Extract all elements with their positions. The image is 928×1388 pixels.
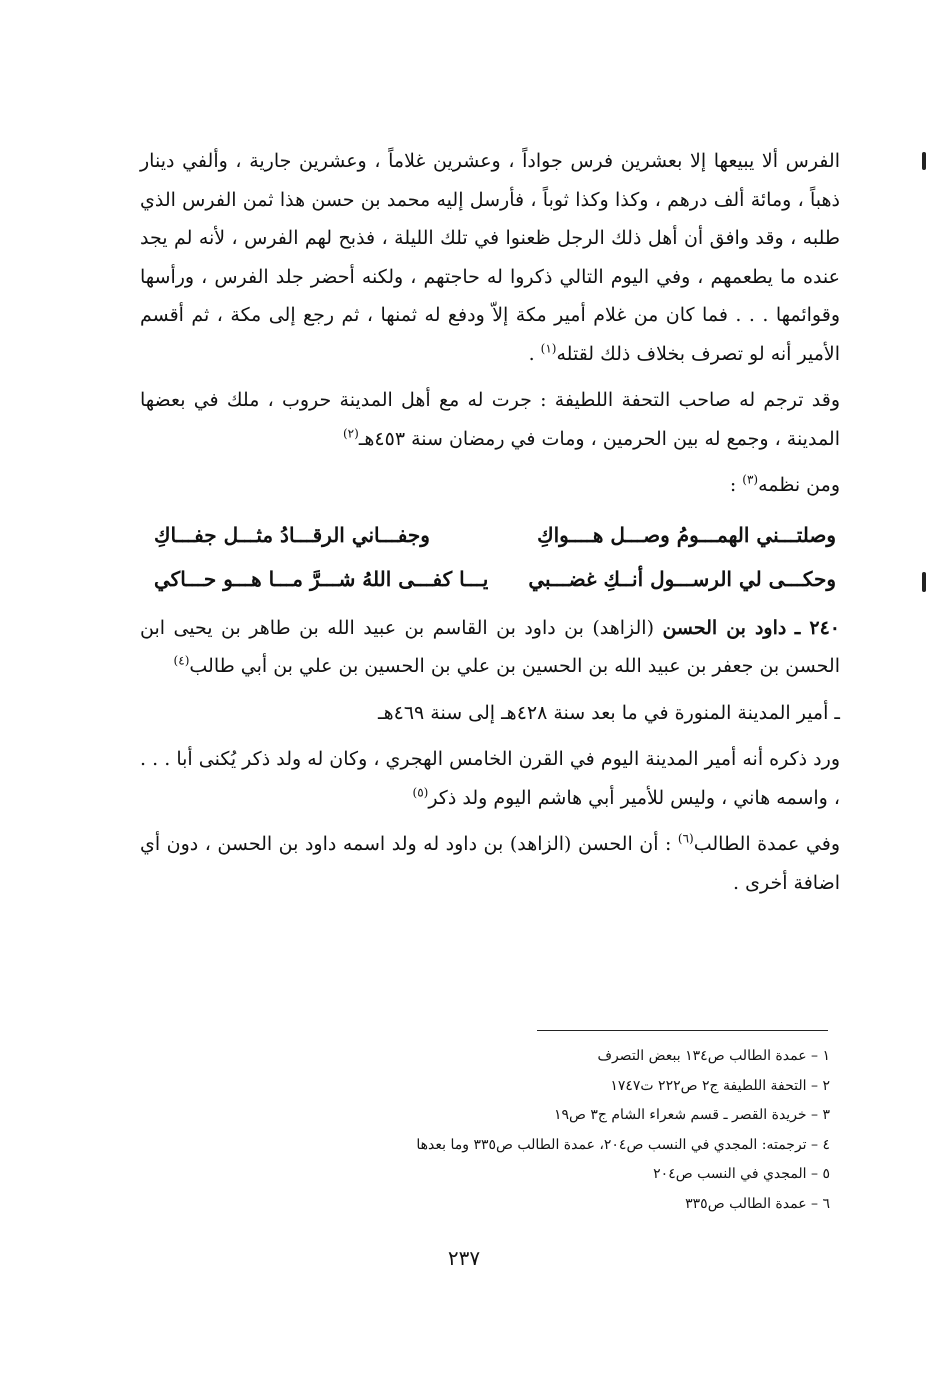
paragraph-horse-story xyxy=(140,142,840,373)
footnote-ref-4: (٤) xyxy=(173,653,190,668)
poem-intro-colon: : xyxy=(729,474,743,496)
footnote-divider xyxy=(537,1030,828,1031)
entry-genealogy: (الزاهد) بن داود بن القاسم بن عبيد الله بن طاهر بن يحيى ابن الحسن بن جعفر بن عبيد الله بن الحسين بن علي بن الحسين بن علي بن أبي طالب xyxy=(140,616,840,677)
footnote-2: ٢ – التحفة اللطيفة ج٢ ص٢٢٢ ت١٧٤٧ xyxy=(610,1077,830,1094)
emir-dates-text: ـ أمير المدينة المنورة في ما بعد سنة ٤٢٨هـ إلى سنة ٤٦٩هـ xyxy=(378,701,840,724)
poem-verse-2-second-hemistich: يـــا كفـــى اللهُ شـــرَّ مـــا هـــو حـــاكي xyxy=(154,566,489,591)
paragraph-tuhfa xyxy=(140,381,840,458)
poem-verse-1-second-hemistich: وجفـــاني الرقـــادُ مثـــل جفـــاكِ xyxy=(154,522,430,547)
footnotes xyxy=(340,1042,830,1219)
footnote-ref-1: (١) xyxy=(540,341,557,356)
footnote-3: ٣ – خريدة القصر ـ قسم شعراء الشام ج٣ ص١٩ xyxy=(553,1107,830,1123)
poem-verse-2-first-hemistich: وحكـــى لي الرســـول أنــكِ غضـــبي xyxy=(528,566,836,591)
poem xyxy=(140,513,840,601)
footnote-ref-6: (٦) xyxy=(677,831,694,846)
page-edge-mark-top xyxy=(922,152,926,170)
entry-number: ٢٤٠ ـ xyxy=(794,616,841,639)
main-text xyxy=(140,142,840,902)
son-text: ورد ذكره أنه أمير المدينة اليوم في القرن الخامس الهجري ، وكان له ولد ذكر يُكنى أبا . . . ، واسمه هاني ، وليس للأمير أبي هاشم اليوم ولد ذكر xyxy=(140,748,840,809)
paragraph-tuhfa-text: وقد ترجم له صاحب التحفة اللطيفة : جرت له مع أهل المدينة حروب ، ملك في بعضها المدينة ، وجمع له بين الحرمين ، ومات في رمضان سنة ٤٥٣هـ xyxy=(140,389,840,450)
entry-heading-paragraph xyxy=(140,609,840,686)
footnote-4: ٤ – ترجمته: المجدي في النسب ص٢٠٤، عمدة الطالب ص٣٣٥ وما بعدها xyxy=(416,1136,830,1153)
umda-text-rest: : أن الحسن (الزاهد) بن داود له ولد اسمه داود بن الحسن ، دون أي اضافة أخرى . xyxy=(140,833,840,894)
poem-verse-2 xyxy=(140,557,840,601)
footnote-6: ٦ – عمدة الطالب ص٣٣٥ xyxy=(685,1195,830,1212)
paragraph-umda xyxy=(140,825,840,902)
paragraph-poem-intro xyxy=(140,466,840,505)
paragraph-emir-dates xyxy=(140,694,840,733)
footnote-ref-5: (٥) xyxy=(412,785,429,800)
umda-text-start: وفي عمدة الطالب xyxy=(693,833,840,855)
footnote-1: ١ – عمدة الطالب ص١٣٤ ببعض التصرف xyxy=(597,1048,830,1064)
entry-name: داود بن الحسن xyxy=(662,616,787,639)
page-edge-mark-middle xyxy=(922,572,926,592)
poem-verse-1-first-hemistich: وصلتـــني الهمـــومُ وصـــل هــــواكِ xyxy=(537,522,836,547)
poem-intro-text: ومن نظمه xyxy=(758,474,840,496)
paragraph-son xyxy=(140,740,840,817)
page-number: ٢٣٧ xyxy=(447,1246,481,1270)
paragraph-horse-story-text: الفرس ألا يبيعها إلا بعشرين فرس جواداً ، وعشرين غلاماً ، وعشرين جارية ، وألفي دينار ذهباً ، ومائة ألف درهم ، وكذا وكذا ثوباً ، فأرسل إليه محمد بن حسن هذا ثمن الفرس الذي طلبه ، وقد وافق أن أهل ذلك الرجل ظعنوا في تلك الليلة ، فذبح لهم الفرس ، لأنه لم يجد عنده ما يطعمهم ، وفي اليوم التالي ذكروا له حاجتهم ، ولكنه أحضر جلد الفرس ، ورأسها وقوائمها . . . فما كان من غلام أمير مكة إلاّ ودفع له ثمنها ، ثم رجع إلى مكة ، ثم أقسم الأمير أنه لو تصرف بخلاف ذلك لقتله xyxy=(140,150,840,365)
footnote-ref-3: (٣) xyxy=(742,472,759,487)
paragraph-horse-story-end: . xyxy=(528,342,541,365)
footnote-5: ٥ – المجدي في النسب ص٢٠٤ xyxy=(653,1166,830,1182)
poem-verse-1 xyxy=(140,513,840,557)
footnote-ref-2: (٢) xyxy=(342,426,359,441)
